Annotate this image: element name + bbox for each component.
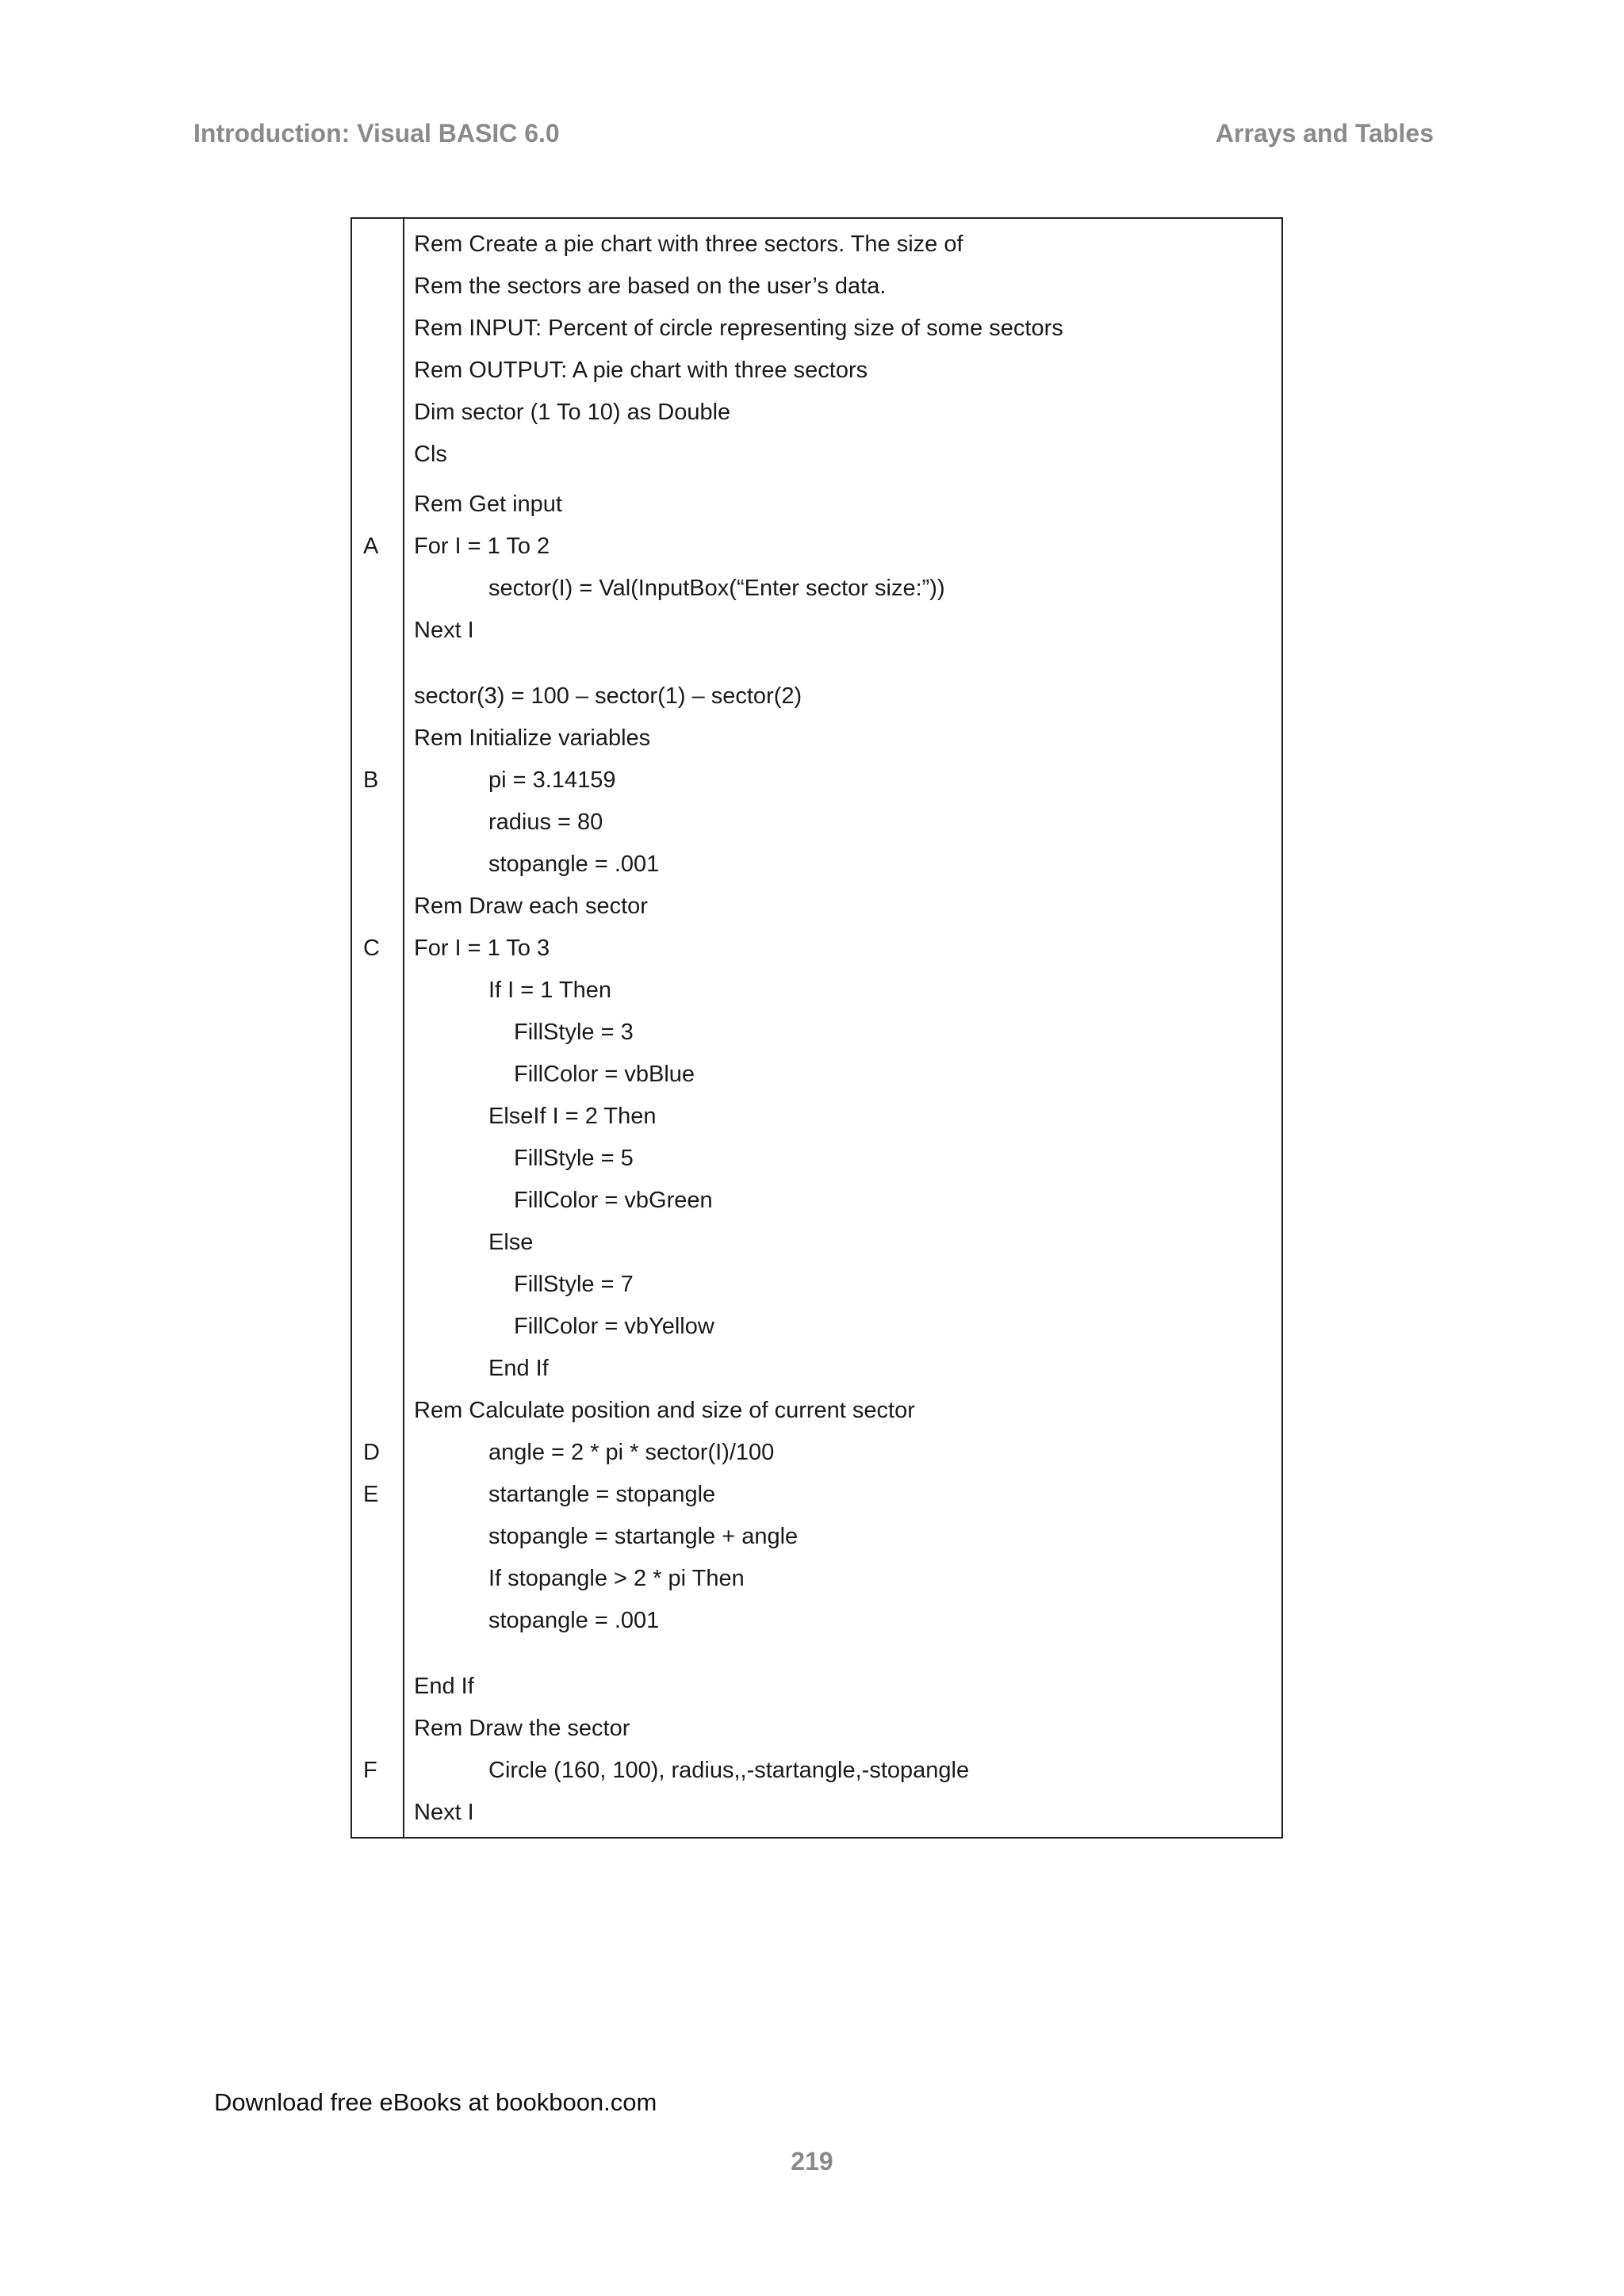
- code-row: [352, 928, 1281, 970]
- code-line: pi = 3.14159: [488, 767, 616, 793]
- code-line: stopangle = .001: [488, 851, 660, 877]
- code-row: [352, 568, 1281, 610]
- code-line: FillColor = vbBlue: [514, 1062, 695, 1087]
- code-row: [352, 1264, 1281, 1306]
- code-row: [352, 1516, 1281, 1558]
- code-row: [352, 1012, 1281, 1054]
- code-line: FillStyle = 3: [514, 1020, 634, 1045]
- code-row: [352, 392, 1281, 434]
- code-row: [352, 1138, 1281, 1180]
- code-row: [352, 1474, 1281, 1516]
- code-line: If stopangle > 2 * pi Then: [488, 1566, 745, 1591]
- code-row: [352, 1558, 1281, 1600]
- code-row: [352, 1600, 1281, 1642]
- code-line: FillColor = vbYellow: [514, 1314, 714, 1339]
- code-line: FillColor = vbGreen: [514, 1188, 713, 1213]
- code-row: [352, 224, 1281, 266]
- code-line: Dim sector (1 To 10) as Double: [414, 400, 731, 425]
- code-line: Rem Calculate position and size of current sector: [414, 1398, 915, 1423]
- code-row: [352, 610, 1281, 652]
- header-chapter-title: Arrays and Tables: [1215, 118, 1434, 147]
- code-row: [352, 1306, 1281, 1348]
- code-line: Circle (160, 100), radius,,-startangle,-stopangle: [488, 1758, 970, 1783]
- code-row: [352, 760, 1281, 802]
- row-label: A: [363, 534, 379, 559]
- code-line: sector(3) = 100 – sector(1) – sector(2): [414, 683, 802, 709]
- code-line: FillStyle = 7: [514, 1272, 634, 1297]
- code-line: If I = 1 Then: [488, 978, 612, 1003]
- download-note: Download free eBooks at bookboon.com: [214, 2088, 657, 2116]
- code-row: [352, 1180, 1281, 1222]
- row-label: B: [363, 767, 379, 793]
- code-row: [352, 718, 1281, 760]
- code-line: angle = 2 * pi * sector(I)/100: [488, 1440, 775, 1465]
- code-line: Rem INPUT: Percent of circle representing size of some sectors: [414, 316, 1063, 341]
- code-row: [352, 434, 1281, 476]
- code-row: [352, 1792, 1281, 1834]
- code-line: Rem Draw the sector: [414, 1716, 630, 1741]
- code-row: [352, 350, 1281, 392]
- code-line: End If: [414, 1674, 474, 1699]
- row-label: D: [363, 1440, 380, 1465]
- code-row: [352, 970, 1281, 1012]
- page-number: 219: [791, 2147, 833, 2175]
- code-line: For I = 1 To 3: [414, 936, 550, 961]
- code-line: Cls: [414, 442, 447, 467]
- code-row: [352, 1390, 1281, 1432]
- code-line: sector(I) = Val(InputBox(“Enter sector size:”)): [488, 576, 945, 601]
- code-line: ElseIf I = 2 Then: [488, 1104, 657, 1129]
- code-row: [352, 308, 1281, 350]
- code-line: Else: [488, 1230, 534, 1255]
- code-row: [352, 802, 1281, 844]
- code-row: [352, 675, 1281, 718]
- row-label: F: [363, 1758, 377, 1783]
- code-listing-table: [350, 217, 1283, 1839]
- row-label: E: [363, 1482, 379, 1507]
- code-row: [352, 1348, 1281, 1390]
- code-row: [352, 484, 1281, 526]
- code-row: [352, 1708, 1281, 1750]
- code-line: stopangle = .001: [488, 1608, 660, 1633]
- code-row: [352, 886, 1281, 928]
- code-row: [352, 1222, 1281, 1264]
- code-row: [352, 1054, 1281, 1096]
- running-header: [193, 114, 1434, 152]
- code-row: [352, 526, 1281, 568]
- code-line: Next I: [414, 1800, 474, 1825]
- code-line: Rem Get input: [414, 492, 562, 517]
- code-line: End If: [488, 1356, 549, 1381]
- code-row: [352, 1750, 1281, 1792]
- header-book-title: Introduction: Visual BASIC 6.0: [193, 118, 560, 147]
- code-line: Rem the sectors are based on the user’s data.: [414, 274, 887, 299]
- row-label: C: [363, 936, 380, 961]
- code-line: Rem Initialize variables: [414, 725, 651, 751]
- code-line: Rem OUTPUT: A pie chart with three sectors: [414, 358, 868, 383]
- code-line: Rem Create a pie chart with three sectors. The size of: [414, 232, 963, 257]
- code-row: [352, 266, 1281, 308]
- code-line: radius = 80: [488, 809, 603, 835]
- code-row: [352, 1666, 1281, 1708]
- code-line: For I = 1 To 2: [414, 534, 550, 559]
- code-line: Rem Draw each sector: [414, 894, 648, 919]
- code-line: Next I: [414, 618, 474, 643]
- code-line: stopangle = startangle + angle: [488, 1524, 799, 1549]
- code-line: startangle = stopangle: [488, 1482, 716, 1507]
- code-line: FillStyle = 5: [514, 1146, 634, 1171]
- code-row: [352, 844, 1281, 886]
- code-row: [352, 1432, 1281, 1474]
- code-row: [352, 1096, 1281, 1138]
